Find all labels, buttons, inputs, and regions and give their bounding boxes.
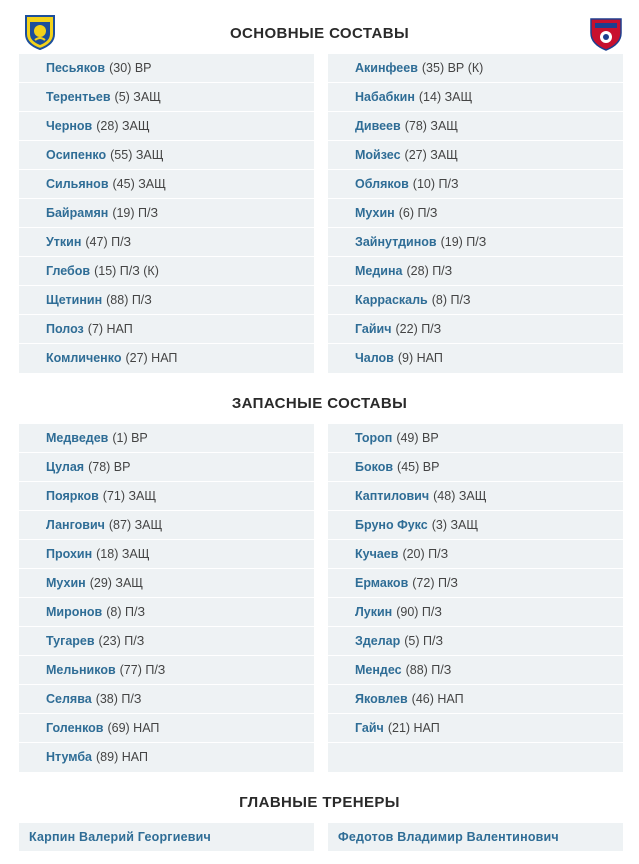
player-number-position: (5) ЗАЩ — [114, 90, 161, 104]
player-name-link[interactable]: Сильянов — [46, 177, 109, 191]
player-name-link[interactable]: Песьяков — [46, 61, 106, 75]
player-name-link[interactable]: Каптилович — [355, 489, 430, 503]
player-row — [328, 540, 623, 569]
player-number-position: (10) П/З — [412, 177, 459, 191]
player-name-link[interactable]: Кучаев — [355, 547, 399, 561]
coach-name-link[interactable]: Федотов Владимир Валентинович — [338, 830, 559, 844]
coaches-title: ГЛАВНЫЕ ТРЕНЕРЫ — [239, 794, 400, 811]
player-number-position: (72) П/З — [412, 576, 458, 590]
player-row — [328, 685, 623, 714]
player-row — [328, 453, 623, 482]
player-number-position: (28) ЗАЩ — [96, 119, 150, 133]
player-number-position: (19) П/З — [112, 206, 159, 220]
player-name-link[interactable]: Яковлев — [355, 692, 408, 706]
player-name-link[interactable]: Чалов — [355, 351, 394, 365]
away-subs-list — [328, 424, 623, 772]
player-number-position: (20) П/З — [402, 547, 449, 561]
player-row — [19, 228, 314, 257]
player-name-link[interactable]: Байрамян — [46, 206, 109, 220]
player-name-link[interactable]: Голенков — [46, 721, 104, 735]
player-row — [328, 228, 623, 257]
player-name-link[interactable]: Тороп — [355, 431, 393, 445]
player-row — [19, 83, 314, 112]
player-name-link[interactable]: Карраскаль — [355, 293, 428, 307]
player-row — [19, 511, 314, 540]
player-row — [328, 199, 623, 228]
player-row — [19, 685, 314, 714]
player-name-link[interactable]: Гайич — [355, 322, 392, 336]
player-name-link[interactable]: Тугарев — [46, 634, 95, 648]
player-number-position: (88) П/З — [106, 293, 152, 307]
player-name-link[interactable]: Цулая — [46, 460, 85, 474]
player-row — [19, 112, 314, 141]
player-name-link[interactable]: Лангович — [46, 518, 105, 532]
player-row — [328, 83, 623, 112]
player-row — [328, 511, 623, 540]
away-coach — [328, 823, 623, 851]
player-name-link[interactable]: Набабкин — [355, 90, 415, 104]
player-row — [328, 656, 623, 685]
player-number-position: (23) П/З — [98, 634, 145, 648]
player-row — [328, 286, 623, 315]
player-number-position: (69) НАП — [107, 721, 160, 735]
coach-name-link[interactable]: Карпин Валерий Георгиевич — [29, 830, 211, 844]
player-number-position: (71) ЗАЩ — [102, 489, 157, 503]
player-name-link[interactable]: Дивеев — [355, 119, 401, 133]
player-number-position: (19) П/З — [440, 235, 487, 249]
player-number-position: (14) ЗАЩ — [418, 90, 473, 104]
player-name-link[interactable]: Глебов — [46, 264, 91, 278]
player-name-link[interactable]: Полоз — [46, 322, 84, 336]
player-name-link[interactable]: Акинфеев — [355, 61, 418, 75]
player-number-position: (77) П/З — [119, 663, 166, 677]
player-row — [328, 424, 623, 453]
player-name-link[interactable]: Миронов — [46, 605, 103, 619]
player-row — [328, 112, 623, 141]
player-number-position: (48) ЗАЩ — [433, 489, 487, 503]
player-row — [328, 569, 623, 598]
player-name-link[interactable]: Зделар — [355, 634, 401, 648]
player-name-link[interactable]: Мухин — [355, 206, 395, 220]
main-lineups-title: ОСНОВНЫЕ СОСТАВЫ — [229, 25, 410, 42]
subs-title: ЗАПАСНЫЕ СОСТАВЫ — [231, 395, 408, 412]
player-name-link[interactable]: Медина — [355, 264, 403, 278]
player-number-position: (18) ЗАЩ — [96, 547, 150, 561]
player-name-link[interactable]: Медведев — [46, 431, 109, 445]
player-row — [19, 170, 314, 199]
player-row — [19, 257, 314, 286]
player-row — [19, 141, 314, 170]
player-row — [19, 482, 314, 511]
player-row — [19, 569, 314, 598]
player-number-position: (78) ЗАЩ — [404, 119, 459, 133]
player-name-link[interactable]: Мухин — [46, 576, 86, 590]
player-number-position: (35) ВР (К) — [421, 61, 484, 75]
player-number-position: (46) НАП — [411, 692, 464, 706]
player-name-link[interactable]: Мойзес — [355, 148, 401, 162]
player-number-position: (89) НАП — [96, 750, 148, 764]
player-row — [19, 453, 314, 482]
player-row — [19, 656, 314, 685]
player-name-link[interactable]: Обляков — [355, 177, 409, 191]
home-subs-list — [19, 424, 314, 772]
player-number-position: (88) П/З — [405, 663, 452, 677]
player-row — [19, 627, 314, 656]
player-name-link[interactable]: Селява — [46, 692, 92, 706]
coach-row — [19, 823, 314, 851]
player-number-position: (1) ВР — [112, 431, 148, 445]
player-row — [328, 54, 623, 83]
player-name-link[interactable]: Уткин — [46, 235, 82, 249]
player-row — [19, 315, 314, 344]
player-row — [19, 714, 314, 743]
player-name-link[interactable]: Поярков — [46, 489, 99, 503]
player-number-position: (8) П/З — [431, 293, 471, 307]
player-number-position: (3) ЗАЩ — [431, 518, 479, 532]
player-row — [328, 170, 623, 199]
player-row — [328, 714, 623, 743]
home-main-list — [19, 54, 314, 373]
player-name-link[interactable]: Комличенко — [46, 351, 122, 365]
player-row — [19, 199, 314, 228]
player-row — [19, 344, 314, 373]
player-number-position: (7) НАП — [87, 322, 133, 336]
player-row — [328, 482, 623, 511]
player-number-position: (45) ЗАЩ — [112, 177, 166, 191]
player-name-link[interactable]: Чернов — [46, 119, 93, 133]
player-row — [19, 598, 314, 627]
player-name-link[interactable]: Зайнутдинов — [355, 235, 437, 249]
player-number-position: (8) П/З — [106, 605, 146, 619]
home-coach — [19, 823, 314, 851]
player-name-link[interactable]: Гайч — [355, 721, 384, 735]
player-number-position: (30) ВР — [109, 61, 152, 75]
player-number-position: (5) П/З — [404, 634, 444, 648]
player-number-position: (27) ЗАЩ — [404, 148, 458, 162]
player-number-position: (49) ВР — [396, 431, 439, 445]
player-row — [19, 54, 314, 83]
player-name-link[interactable]: Терентьев — [46, 90, 111, 104]
player-name-link[interactable]: Мельников — [46, 663, 116, 677]
player-number-position: (78) ВР — [88, 460, 131, 474]
player-name-link[interactable]: Щетинин — [46, 293, 103, 307]
player-number-position: (6) П/З — [398, 206, 438, 220]
player-number-position: (38) П/З — [95, 692, 142, 706]
player-number-position: (87) ЗАЩ — [108, 518, 163, 532]
player-number-position: (9) НАП — [397, 351, 443, 365]
player-name-link[interactable]: Ермаков — [355, 576, 409, 590]
player-row — [19, 743, 314, 772]
player-name-link[interactable]: Осипенко — [46, 148, 107, 162]
player-row — [19, 286, 314, 315]
player-number-position: (29) ЗАЩ — [89, 576, 144, 590]
player-row — [328, 627, 623, 656]
player-number-position: (15) П/З (К) — [94, 264, 159, 278]
player-row — [328, 598, 623, 627]
player-number-position: (27) НАП — [125, 351, 178, 365]
player-row — [328, 344, 623, 373]
player-name-link[interactable]: Бруно Фукс — [355, 518, 428, 532]
player-row — [19, 540, 314, 569]
coach-row — [328, 823, 623, 851]
player-number-position: (21) НАП — [387, 721, 440, 735]
player-row — [328, 257, 623, 286]
player-name-link[interactable]: Лукин — [355, 605, 393, 619]
player-number-position: (45) ВР — [397, 460, 440, 474]
player-name-link[interactable]: Нтумба — [46, 750, 93, 764]
player-number-position: (28) П/З — [406, 264, 453, 278]
player-number-position: (47) П/З — [85, 235, 132, 249]
player-row — [328, 141, 623, 170]
away-main-list — [328, 54, 623, 373]
player-name-link[interactable]: Боков — [355, 460, 394, 474]
empty-row — [328, 743, 623, 772]
player-number-position: (22) П/З — [395, 322, 442, 336]
player-number-position: (55) ЗАЩ — [110, 148, 164, 162]
player-name-link[interactable]: Мендес — [355, 663, 402, 677]
player-row — [328, 315, 623, 344]
player-name-link[interactable]: Прохин — [46, 547, 93, 561]
player-row — [19, 424, 314, 453]
player-number-position: (90) П/З — [396, 605, 442, 619]
